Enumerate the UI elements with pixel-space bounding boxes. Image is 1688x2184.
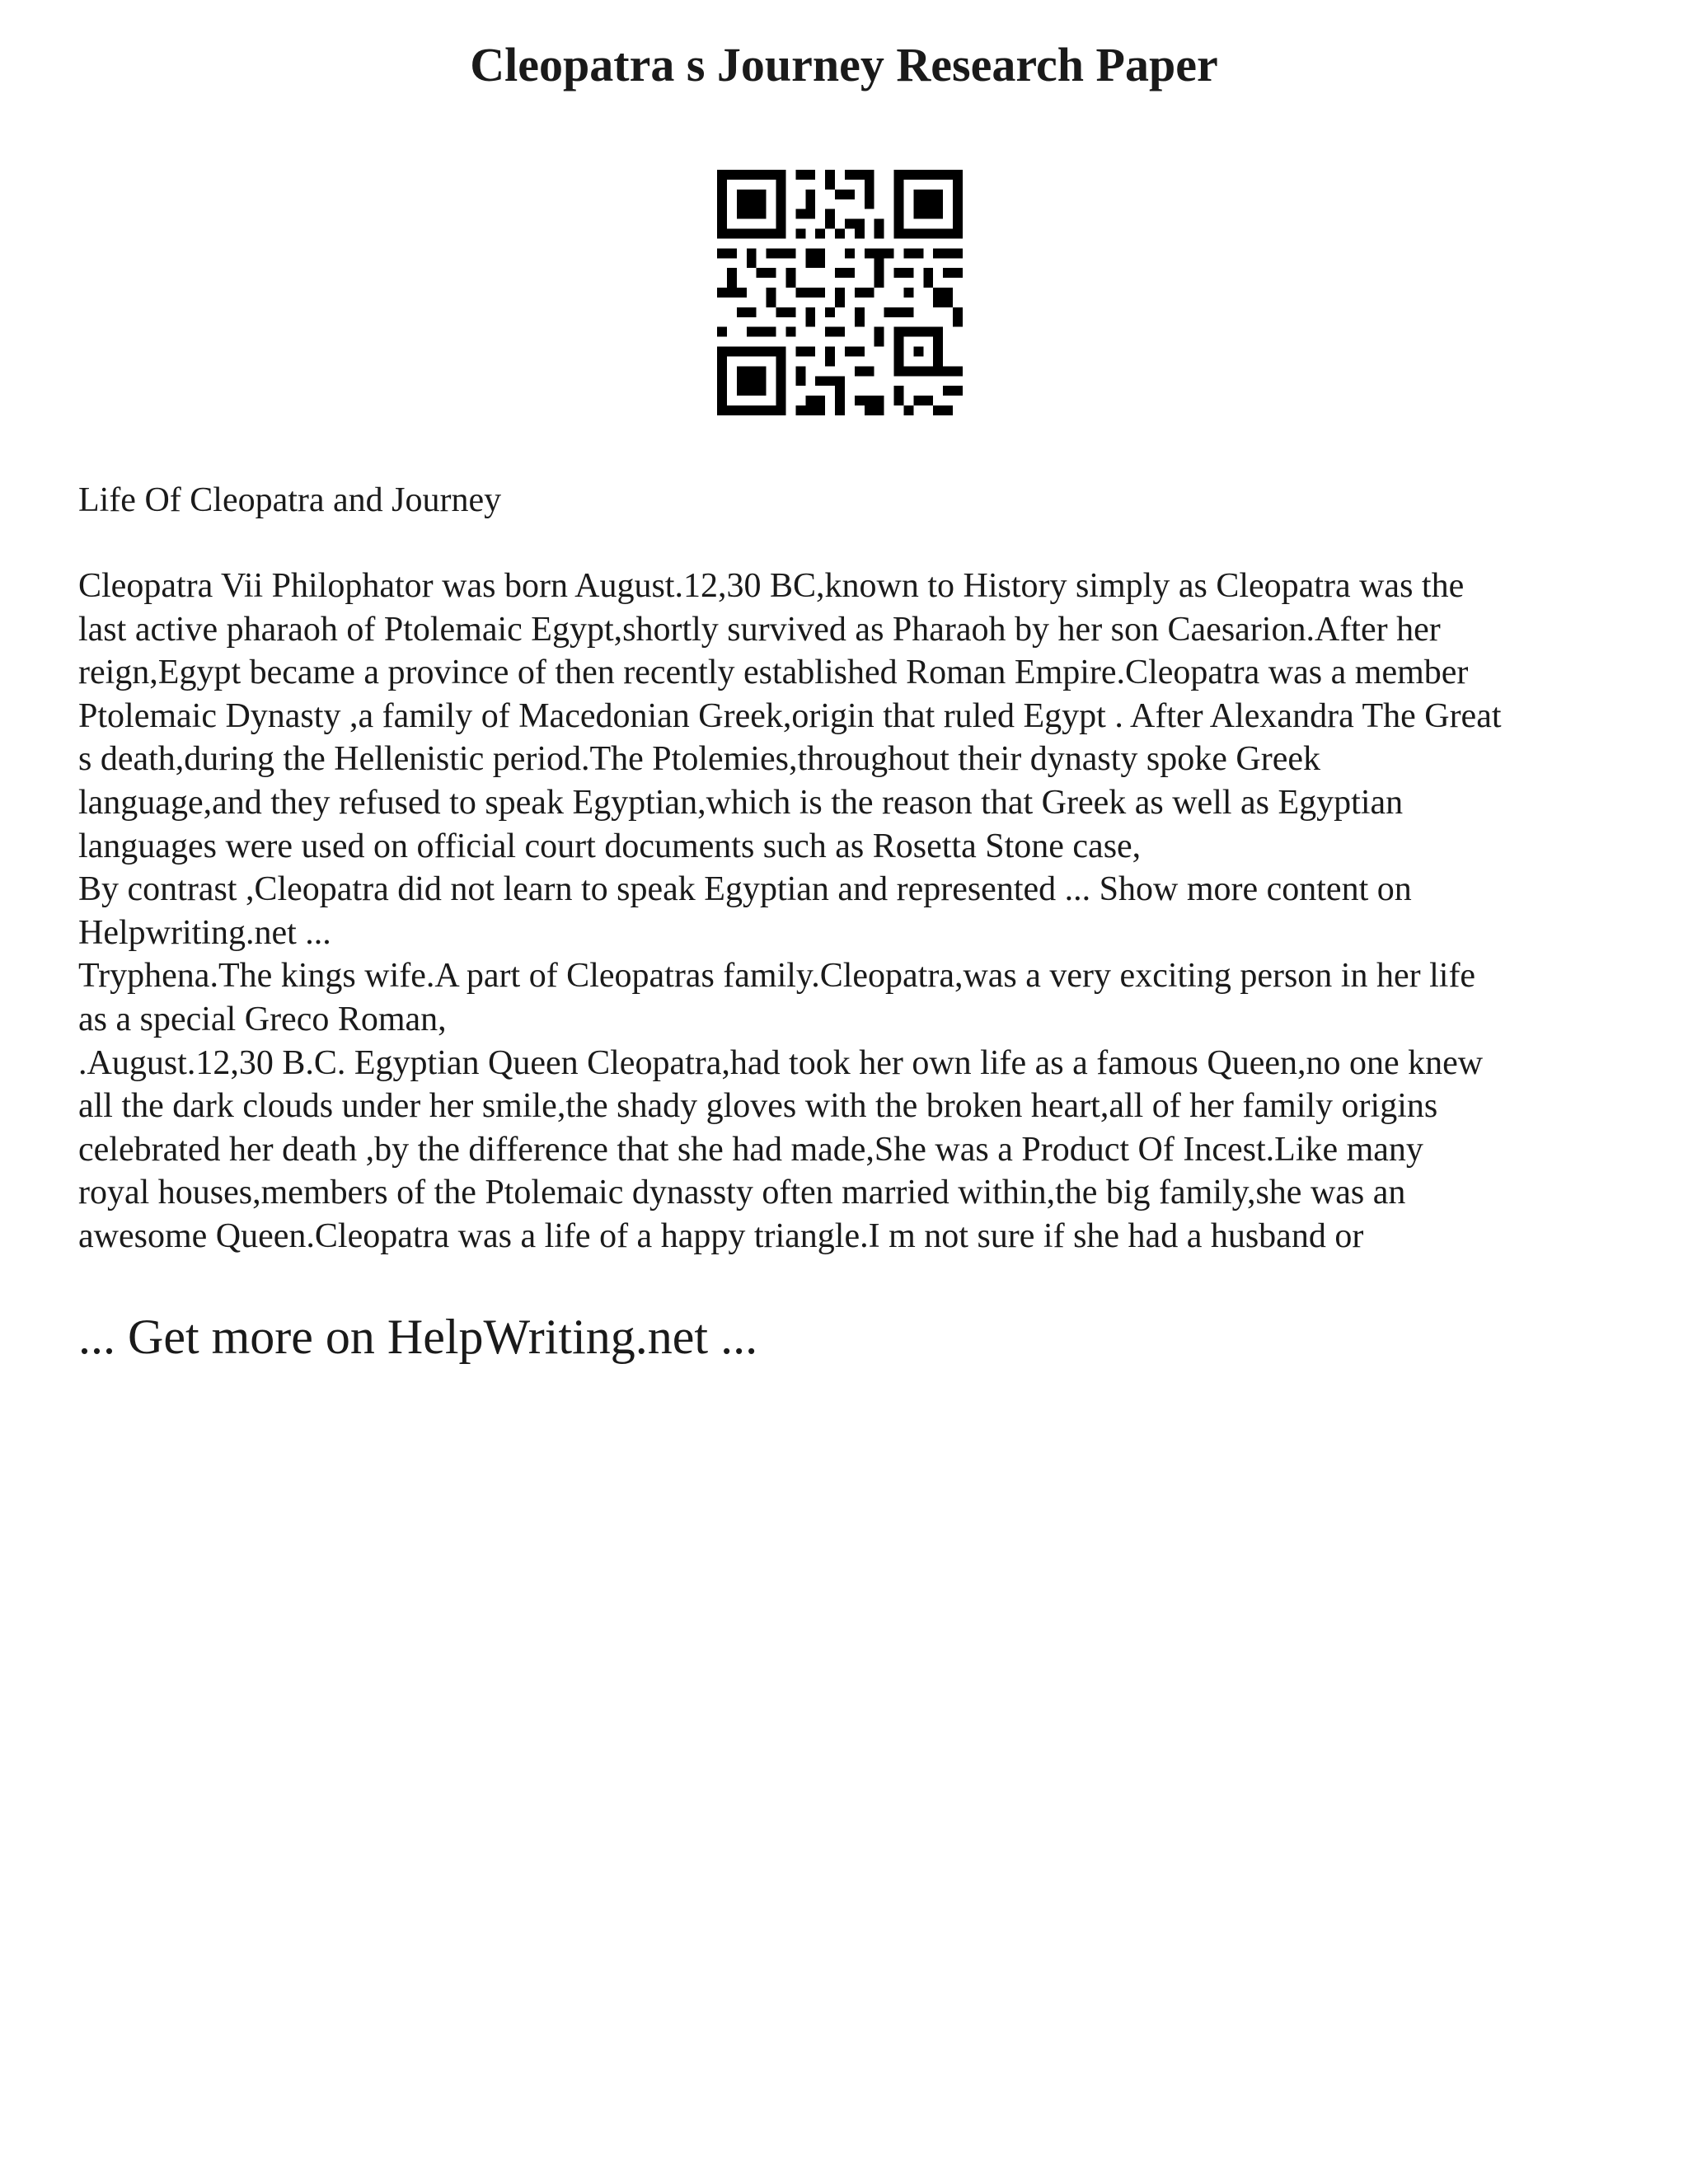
qr-code-icon[interactable] [717, 170, 963, 415]
paragraph: Tryphena.The kings wife.A part of Cleopatras family.Cleopatra,was a very exciting person in her life as a special Greco Roman, [78, 957, 1476, 1038]
paragraph: .August.12,30 B.C. Egyptian Queen Cleopatra,had took her own life as a famous Queen,no one knew all the dark clouds under her smile,the shady gloves with the broken heart,all of her family origins celebrated her death ,by the difference that she had made,She was a Product Of Incest.Like many royal houses,members of the Ptolemaic dynassty often married within,the big family,she was an awesome Queen.Cleopatra was a life of a happy triangle.I m not sure if she had a husband or [78, 1043, 1484, 1255]
page-title: Cleopatra s Journey Research Paper [470, 38, 1218, 91]
paragraph: Cleopatra Vii Philophator was born August.12,30 BC,known to History simply as Cleopatra was the last active pharaoh of Ptolemaic Egypt,shortly survived as Pharaoh by her son Caesarion.After her reign,Egypt became a province of then recently established Roman Empire.Cleopatra was a member Ptolemaic Dynasty ,a family of Macedonian Greek,origin that ruled Egypt . After Alexandra The Great s death,during the Hellenistic period.The Ptolemies,throughout their dynasty spoke Greek language,and they refused to speak Egyptian,which is the reason that Greek as well as Egyptian languages were used on official court documents such as Rosetta Stone case, [78, 567, 1502, 865]
document-body [78, 479, 1628, 1258]
get-more-link[interactable]: ... Get more on HelpWriting.net ... [78, 1310, 758, 1364]
section-heading: Life Of Cleopatra and Journey [78, 481, 502, 519]
paragraph: By contrast ,Cleopatra did not learn to speak Egyptian and represented ... Show more content on Helpwriting.net ... [78, 870, 1412, 952]
body-text [78, 565, 1628, 1258]
